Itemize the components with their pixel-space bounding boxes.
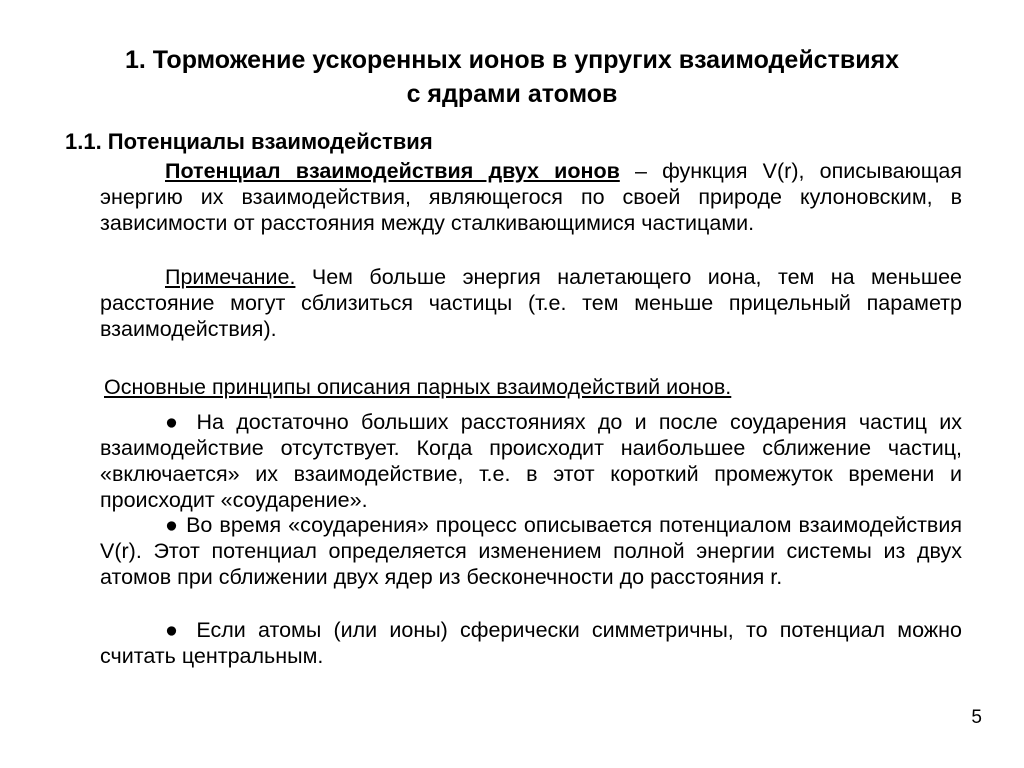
definition-paragraph xyxy=(100,158,962,236)
note-text: Чем больше энергия налетающего иона, тем на меньшее расстояние могут сблизиться частицы (т.е. тем меньше прицельный параметр взаимодействия). xyxy=(100,265,962,341)
definition-text: – функция V(r), описывающая энергию их взаимодействия, являющегося по своей природе кулоновским, в зависимости от расстояния между сталкивающимися частицами. xyxy=(100,159,962,235)
slide-title-line-1: 1. Торможение ускоренных ионов в упругих взаимодействиях xyxy=(124,46,900,74)
slide-title xyxy=(40,43,984,111)
bullet-item-3: ● Если атомы (или ионы) сферически симметричны, то потенциал можно считать центральным. xyxy=(100,618,962,668)
note-paragraph xyxy=(100,264,962,342)
bullet-item-2: ● Во время «соударения» процесс описывается потенциалом взаимодействия V(r). Этот потенциал определяется изменением полной энергии системы из двух атомов при сближении двух ядер из бесконечности до расстояния r. xyxy=(100,513,962,589)
principles-heading: Основные принципы описания парных взаимодействий ионов. xyxy=(104,375,732,399)
definition-term: Потенциал взаимодействия двух ионов xyxy=(165,159,620,183)
section-subtitle: 1.1. Потенциалы взаимодействия xyxy=(65,129,433,154)
bullet-item-1: ● На достаточно больших расстояниях до и после соударения частиц их взаимодействие отсутствует. Когда происходит наибольшее сближение частиц, «включается» их взаимодействие, т.е. в этот короткий промежуток времени и происходит «соударение». xyxy=(100,410,962,512)
page-number: 5 xyxy=(971,707,982,728)
slide-title-line-2: с ядрами атомов xyxy=(406,80,618,108)
note-label: Примечание. xyxy=(165,265,296,289)
